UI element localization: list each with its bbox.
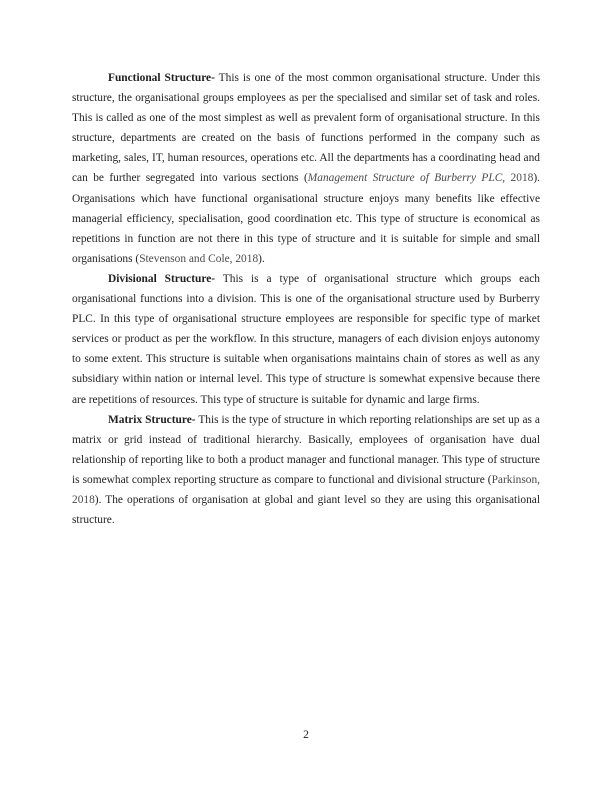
paragraph-text: ). [258, 252, 265, 265]
paragraph-divisional-structure [72, 269, 540, 410]
paragraph-matrix-structure [72, 410, 540, 531]
citation-italic: Management Structure of Burberry PLC, [307, 172, 506, 185]
page-number: 2 [303, 729, 309, 741]
paragraph-functional-structure [72, 68, 540, 269]
citation: Stevenson and Cole, 2018 [139, 252, 259, 265]
heading-matrix-structure: Matrix Structure- [108, 413, 196, 426]
citation-year: 2018 [505, 172, 534, 185]
paragraph-text: ). Organisations which have functional organisational structure enjoys many benefits like effective managerial efficiency, specialisation, good coordination etc. This type of structure is economical as repetitions in function are not there in this type of structure and it is suitable for simple and small organisations ( [72, 172, 540, 265]
paragraph-text: This is the type of structure in which reporting relationships are set up as a matrix or grid instead of traditional hierarchy. Basically, employees of organisation have dual relationship of reporting like to both a product manager and functional manager. This type of structure is somewhat complex reporting structure as compare to functional and divisional structure ( [72, 413, 540, 486]
body-content [72, 68, 540, 530]
paragraph-text: ). The operations of organisation at global and giant level so they are using this organisational structure. [72, 493, 540, 527]
paragraph-text: This is one of the most common organisational structure. Under this structure, the organisational groups employees as per the specialised and similar set of task and roles. This is called as one of the most simplest as well as prevalent form of organisational structure. In this structure, departments are created on the basis of functions performed in the company such as marketing, sales, IT, human resources, operations etc. All the departments has a coordinating head and can be further segregated into various sections ( [72, 72, 540, 185]
heading-divisional-structure: Divisional Structure- [108, 272, 216, 285]
paragraph-text: This is a type of organisational structure which groups each organisational functions into a division. This is one of the organisational structure used by Burberry PLC. In this type of organisational structure employees are responsible for specific type of market services or product as per the workflow. In this structure, managers of each division enjoys autonomy to some extent. This structure is suitable when organisations maintains chain of stores as well as any subsidiary within nation or internal level. This type of structure is somewhat expensive because there are repetitions of resources. This type of structure is suitable for dynamic and large firms. [72, 272, 540, 406]
heading-functional-structure: Functional Structure- [108, 72, 215, 84]
citation: Parkinson, 2018 [72, 473, 540, 506]
